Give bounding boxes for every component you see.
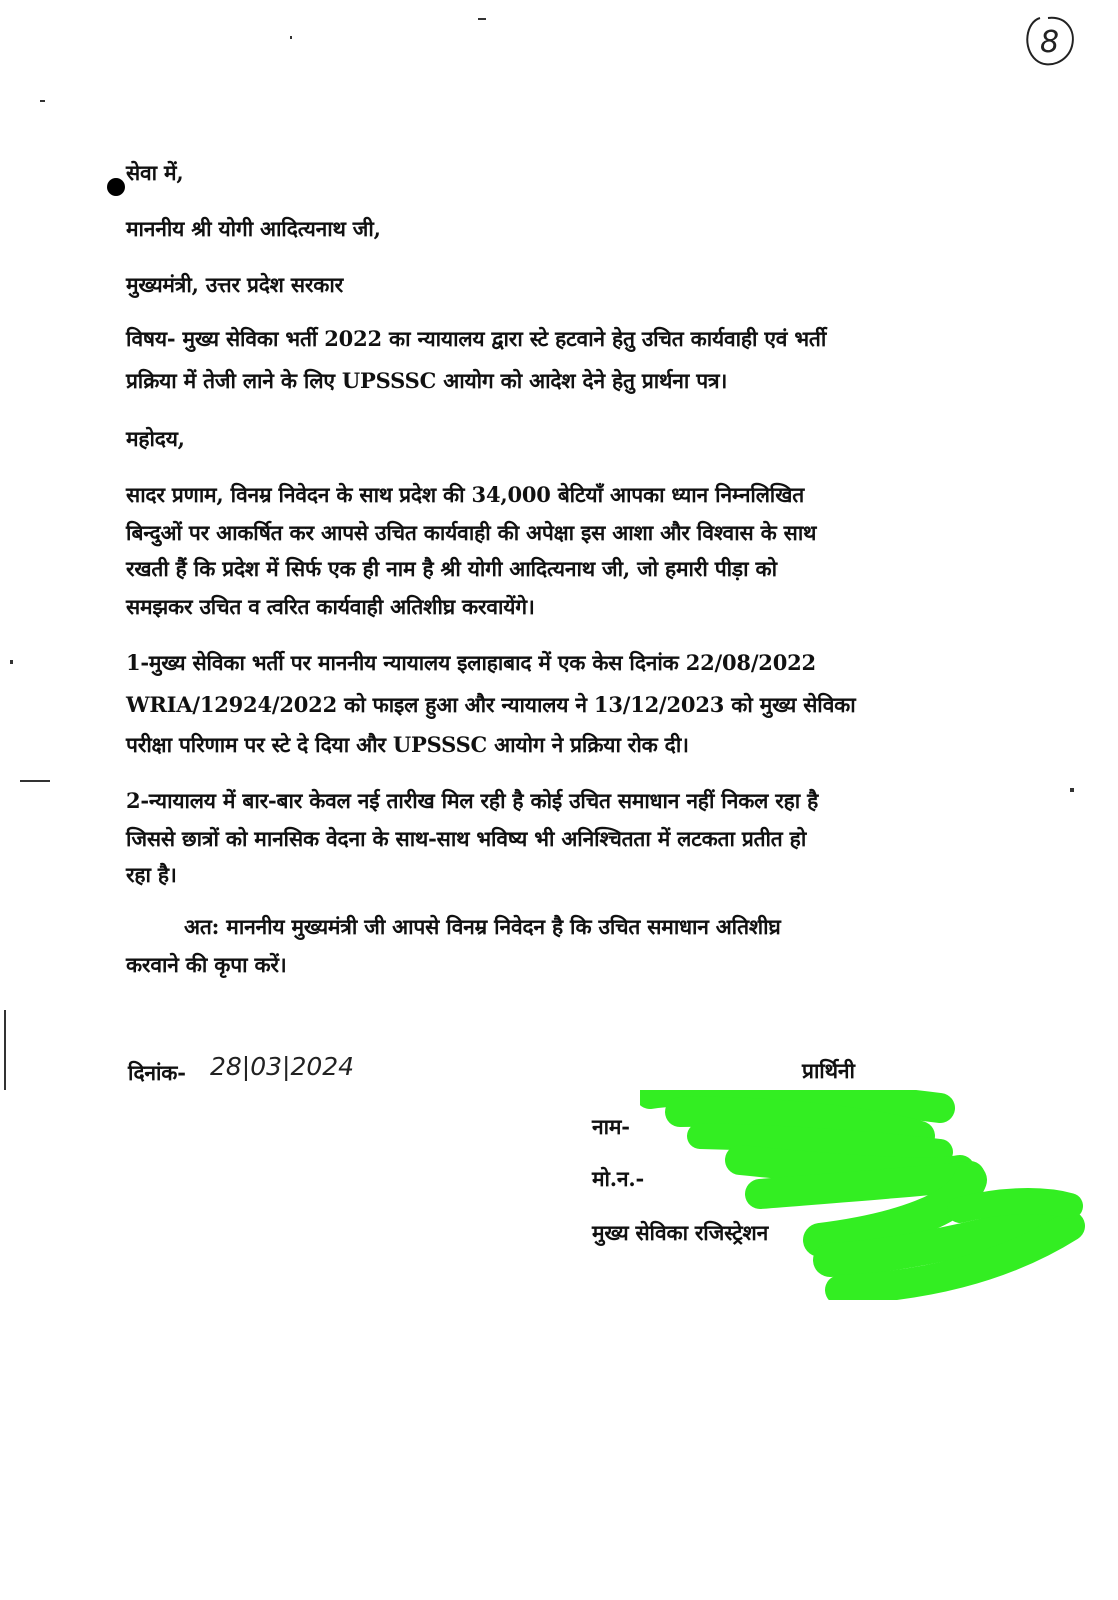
point1-line-1: 1-मुख्य सेविका भर्ती पर माननीय न्यायालय इलाहाबाद में एक केस दिनांक 22/08/2022 [126, 650, 816, 675]
name-label: नाम- [592, 1114, 630, 1139]
intro-line-1: सादर प्रणाम, विनम्र निवेदन के साथ प्रदेश की 34,000 बेटियाँ आपका ध्यान निम्नलिखित [126, 482, 804, 507]
scan-speck [40, 100, 45, 102]
page-number: 8 [1040, 25, 1060, 60]
date-value-handwritten: 28|03|2024 [210, 1052, 355, 1081]
point1-line-2: WRIA/12924/2022 को फाइल हुआ और न्यायालय ने 13/12/2023 को मुख्य सेविका [126, 692, 856, 717]
point2-line-3: रहा है। [126, 862, 177, 887]
page-number-mark [1018, 8, 1082, 72]
scan-speck [4, 1010, 6, 1090]
subject-line-1: विषय- मुख्य सेविका भर्ती 2022 का न्यायालय द्वारा स्टे हटवाने हेतु उचित कार्यवाही एवं भर्ती [126, 326, 827, 351]
mobile-label: मो.न.- [592, 1166, 644, 1191]
scan-speck [10, 660, 13, 664]
applicant-label: प्रार्थिनी [802, 1058, 855, 1083]
intro-line-3: रखती हैं कि प्रदेश में सिर्फ एक ही नाम है श्री योगी आदित्यनाथ जी, जो हमारी पीड़ा को [126, 556, 777, 581]
closing-line-2: करवाने की कृपा करें। [126, 952, 287, 977]
date-label: दिनांक- [128, 1060, 186, 1085]
scan-speck [290, 36, 292, 39]
recipient-post: मुख्यमंत्री, उत्तर प्रदेश सरकार [126, 272, 343, 297]
scan-speck [478, 18, 486, 20]
scan-speck [1070, 788, 1074, 792]
intro-line-4: समझकर उचित व त्वरित कार्यवाही अतिशीघ्र करवायेंगे। [126, 594, 535, 619]
intro-line-2: बिन्दुओं पर आकर्षित कर आपसे उचित कार्यवाही की अपेक्षा इस आशा और विश्वास के साथ [126, 520, 817, 545]
salutation: सेवा में, [126, 160, 184, 185]
subject-line-2: प्रक्रिया में तेजी लाने के लिए UPSSSC आयोग को आदेश देने हेतु प्रार्थना पत्र। [126, 368, 728, 393]
point2-line-1: 2-न्यायालय में बार-बार केवल नई तारीख मिल रही है कोई उचित समाधान नहीं निकल रहा है [126, 788, 819, 813]
point1-line-3: परीक्षा परिणाम पर स्टे दे दिया और UPSSSC आयोग ने प्रक्रिया रोक दी। [126, 732, 689, 757]
greeting: महोदय, [126, 426, 185, 451]
scan-speck [20, 780, 50, 782]
recipient-name: माननीय श्री योगी आदित्यनाथ जी, [126, 216, 381, 241]
registration-label: मुख्य सेविका रजिस्ट्रेशन [592, 1220, 769, 1245]
punch-mark [107, 178, 125, 196]
point2-line-2: जिससे छात्रों को मानसिक वेदना के साथ-साथ भविष्य भी अनिश्चितता में लटकता प्रतीत हो [126, 826, 807, 851]
closing-line-1: अत: माननीय मुख्यमंत्री जी आपसे विनम्र निवेदन है कि उचित समाधान अतिशीघ्र [184, 914, 781, 939]
redaction-scribble [640, 1090, 1100, 1300]
